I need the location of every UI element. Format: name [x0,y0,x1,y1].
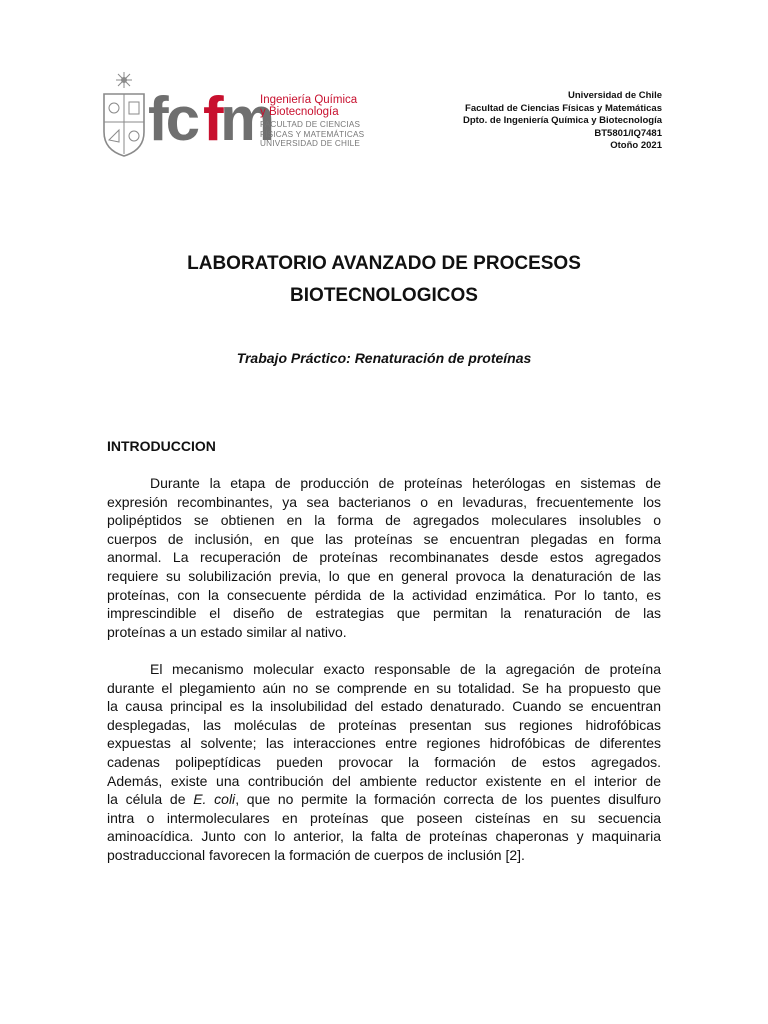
university-name: Universidad de Chile [568,90,662,101]
paragraph-line: la causa principal es la insolubilidad del estado denaturado. Cuando se encuentran [107,698,661,715]
paragraph-line: anormal. La recuperación de proteínas recombinanates desde estos agregados [107,549,661,566]
department-logo-text [260,94,390,118]
paragraph-line: aminoacídica. Junto con lo anterior, la falta de proteínas chaperonas y maquinaria [107,828,661,845]
text-run: , que no permite la formación correcta de los puentes disulfuro [235,791,662,808]
course-code: BT5801/IQ7481 [594,127,662,139]
paragraph-line: proteínas, con la consecuente pérdida de la actividad enzimática. Por lo tanto, es [107,586,661,603]
svg-text:fc: fc [148,85,198,154]
paragraph-line: intra o intermoleculares en proteínas que poseen cisteínas en su secuencia [107,809,661,826]
fcfm-wordmark-icon [148,85,273,154]
paragraph-line: Además, existe una contribución del ambiente reductor existente en el interior de [107,772,661,789]
intro-paragraph-1 [107,474,661,641]
faculty-logo-line: UNIVERSIDAD DE CHILE [260,139,360,148]
academic-term: Otoño 2021 [610,140,662,152]
department-logo-line: y Biotecnología [260,106,339,118]
university-seal-icon [100,70,148,160]
faculty-logo-text [260,120,400,149]
faculty-logo-line: FÍSICAS Y MATEMÁTICAS [260,129,365,139]
document-subtitle: Trabajo Práctico: Renaturación de proteínas [236,350,532,366]
paragraph-line: requiere su solubilización previa, lo que en general provoca la denaturación de las [107,567,661,584]
paragraph-line: Durante la etapa de producción de proteínas heterólogas en sistemas de [150,475,661,491]
paragraph-line: imprescindible el diseño de estrategias que permitan la renaturación de las [107,605,661,622]
text-run: la célula de [107,791,194,808]
document-title-line: BIOTECNOLOGICOS [290,285,478,306]
paragraph-line: desplegadas, las moléculas de proteínas presentan sus regiones hidrofóbicas [107,716,661,733]
paragraph-line: proteínas a un estado similar al nativo. [107,623,347,640]
organism-name: E. coli [193,791,236,808]
faculty-logo-line: FACULTAD DE CIENCIAS [260,120,361,129]
section-heading: INTRODUCCION [107,438,216,454]
paragraph-line: El mecanismo molecular exacto responsable de la agregación de proteína [150,661,661,677]
paragraph-line: postraduccional favorecen la formación de cuerpos de inclusión [2]. [107,846,525,863]
paragraph-line: polipéptidos se obtienen en la forma de agregados moleculares insolubles o [107,512,661,529]
document-title [100,248,668,312]
paragraph-line-with-italic [107,790,661,809]
intro-paragraph-2 [107,660,661,865]
department-name: Dpto. de Ingeniería Química y Biotecnología [462,115,662,127]
paragraph-line: durante el plegamiento aún no se comprende en su totalidad. Se ha propuesto que [107,679,661,696]
department-logo-line: Ingeniería Química [260,94,358,106]
fcfm-logo [100,70,380,170]
svg-text:f: f [203,85,221,154]
faculty-name: Facultad de Ciencias Físicas y Matemáticas [465,102,662,114]
svg-text:m: m [220,85,273,154]
paragraph-line: expuestas al solvente; las interacciones entre regiones hidrofóbicas de diferentes [107,735,661,752]
paragraph-line: cuerpos de inclusión, en que las proteínas se encuentran plegadas en forma [107,530,661,547]
institution-info [463,90,662,153]
paragraph-line: expresión recombinantes, ya sea bacterianos o en levaduras, frecuentemente los [107,493,661,510]
document-title-line: LABORATORIO AVANZADO DE PROCESOS [187,253,581,274]
paragraph-line: cadenas polipeptídicas pueden provocar la formación de estos agregados. [107,753,661,770]
